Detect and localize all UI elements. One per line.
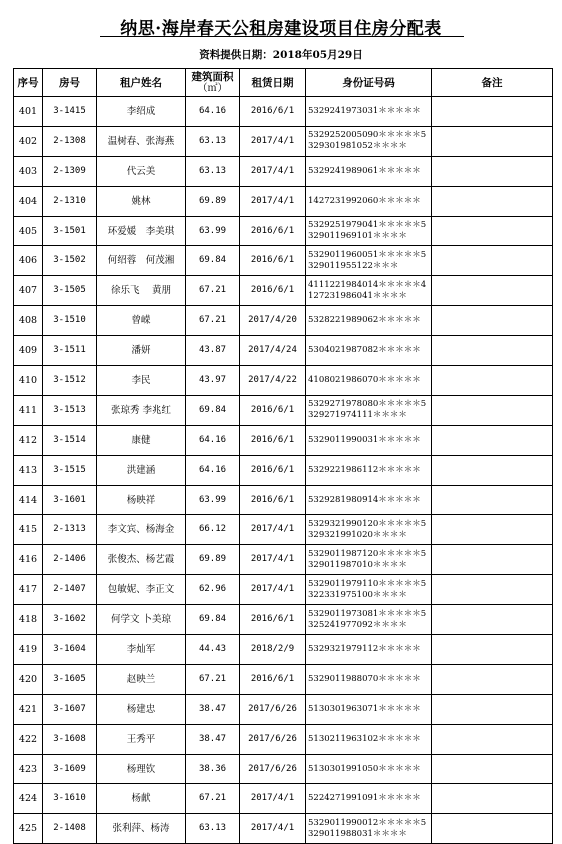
cell-note xyxy=(432,545,553,575)
cell-date: 2017/6/26 xyxy=(240,754,306,784)
cell-note xyxy=(432,575,553,605)
cell-room: 3-1602 xyxy=(43,605,97,635)
table-row xyxy=(14,515,553,545)
cell-note xyxy=(432,694,553,724)
cell-date: 2017/4/1 xyxy=(240,126,306,156)
table-row xyxy=(14,366,553,396)
cell-seq: 412 xyxy=(14,425,43,455)
cell-seq: 416 xyxy=(14,545,43,575)
cell-seq: 408 xyxy=(14,306,43,336)
cell-date: 2017/4/24 xyxy=(240,336,306,366)
header-area-unit: （㎡） xyxy=(197,82,228,94)
cell-note xyxy=(432,306,553,336)
cell-room: 3-1510 xyxy=(43,306,97,336)
cell-date: 2018/2/9 xyxy=(240,635,306,665)
table-row xyxy=(14,664,553,694)
cell-room: 2-1407 xyxy=(43,575,97,605)
cell-room: 3-1515 xyxy=(43,455,97,485)
cell-name: 何学文 卜美琼 xyxy=(97,605,186,635)
header-id: 身份证号码 xyxy=(306,69,432,97)
cell-id: 5329011973081＊＊＊＊＊5325241977092＊＊＊＊ xyxy=(306,605,432,635)
cell-area: 63.99 xyxy=(186,216,240,246)
header-seq: 序号 xyxy=(14,69,43,97)
table-header-row xyxy=(14,69,553,97)
cell-date: 2016/6/1 xyxy=(240,216,306,246)
cell-seq: 419 xyxy=(14,635,43,665)
cell-seq: 424 xyxy=(14,784,43,814)
cell-note xyxy=(432,814,553,844)
cell-date: 2017/4/1 xyxy=(240,186,306,216)
cell-note xyxy=(432,485,553,515)
header-area-label: 建筑面积 xyxy=(191,70,234,83)
cell-name: 李灿军 xyxy=(97,635,186,665)
cell-seq: 414 xyxy=(14,485,43,515)
cell-name: 李绍成 xyxy=(97,97,186,127)
cell-seq: 411 xyxy=(14,395,43,425)
cell-date: 2017/4/1 xyxy=(240,545,306,575)
cell-id: 5328221989062＊＊＊＊＊ xyxy=(306,306,432,336)
cell-date: 2017/4/20 xyxy=(240,306,306,336)
cell-name: 杨理钦 xyxy=(97,754,186,784)
cell-note xyxy=(432,784,553,814)
cell-area: 63.13 xyxy=(186,814,240,844)
cell-area: 67.21 xyxy=(186,276,240,306)
header-name: 租户姓名 xyxy=(97,69,186,97)
cell-name: 洪建涵 xyxy=(97,455,186,485)
cell-seq: 422 xyxy=(14,724,43,754)
cell-seq: 402 xyxy=(14,126,43,156)
cell-id: 5224271991091＊＊＊＊＊ xyxy=(306,784,432,814)
table-row xyxy=(14,156,553,186)
cell-date: 2016/6/1 xyxy=(240,246,306,276)
cell-name: 张利萍、杨涛 xyxy=(97,814,186,844)
cell-area: 38.47 xyxy=(186,724,240,754)
cell-area: 44.43 xyxy=(186,635,240,665)
cell-date: 2017/4/1 xyxy=(240,784,306,814)
cell-name: 杨建忠 xyxy=(97,694,186,724)
cell-room: 3-1601 xyxy=(43,485,97,515)
cell-id: 5329251979041＊＊＊＊＊5329011969101＊＊＊＊ xyxy=(306,216,432,246)
cell-date: 2016/6/1 xyxy=(240,455,306,485)
cell-note xyxy=(432,216,553,246)
cell-date: 2016/6/1 xyxy=(240,97,306,127)
cell-seq: 421 xyxy=(14,694,43,724)
cell-room: 3-1505 xyxy=(43,276,97,306)
table-row xyxy=(14,605,553,635)
cell-date: 2017/4/1 xyxy=(240,814,306,844)
cell-note xyxy=(432,156,553,186)
header-room: 房号 xyxy=(43,69,97,97)
cell-room: 3-1607 xyxy=(43,694,97,724)
cell-date: 2016/6/1 xyxy=(240,664,306,694)
cell-room: 3-1512 xyxy=(43,366,97,396)
cell-room: 3-1502 xyxy=(43,246,97,276)
cell-room: 3-1608 xyxy=(43,724,97,754)
header-note: 备注 xyxy=(432,69,553,97)
cell-area: 67.21 xyxy=(186,306,240,336)
table-row xyxy=(14,754,553,784)
cell-room: 3-1604 xyxy=(43,635,97,665)
cell-note xyxy=(432,246,553,276)
cell-id: 5130211963102＊＊＊＊＊ xyxy=(306,724,432,754)
cell-area: 66.12 xyxy=(186,515,240,545)
cell-room: 3-1514 xyxy=(43,425,97,455)
table-row xyxy=(14,724,553,754)
cell-note xyxy=(432,664,553,694)
cell-seq: 420 xyxy=(14,664,43,694)
cell-seq: 407 xyxy=(14,276,43,306)
table-row xyxy=(14,784,553,814)
cell-name: 杨献 xyxy=(97,784,186,814)
cell-room: 2-1309 xyxy=(43,156,97,186)
title-underline xyxy=(100,36,464,37)
cell-id: 5329011987120＊＊＊＊＊5329011987010＊＊＊＊ xyxy=(306,545,432,575)
cell-id: 4111221984014＊＊＊＊＊4127231986041＊＊＊＊ xyxy=(306,276,432,306)
cell-area: 43.97 xyxy=(186,366,240,396)
table-row xyxy=(14,336,553,366)
table-row xyxy=(14,216,553,246)
cell-room: 3-1610 xyxy=(43,784,97,814)
cell-area: 69.84 xyxy=(186,395,240,425)
table-row xyxy=(14,395,553,425)
cell-id: 5329241973031＊＊＊＊＊ xyxy=(306,97,432,127)
cell-area: 62.96 xyxy=(186,575,240,605)
cell-note xyxy=(432,276,553,306)
cell-name: 包敏妮、李正文 xyxy=(97,575,186,605)
cell-date: 2016/6/1 xyxy=(240,485,306,515)
cell-date: 2016/6/1 xyxy=(240,276,306,306)
cell-note xyxy=(432,515,553,545)
cell-note xyxy=(432,455,553,485)
header-area xyxy=(186,69,240,97)
cell-seq: 403 xyxy=(14,156,43,186)
cell-note xyxy=(432,754,553,784)
cell-note xyxy=(432,336,553,366)
cell-seq: 417 xyxy=(14,575,43,605)
cell-room: 2-1406 xyxy=(43,545,97,575)
cell-area: 63.99 xyxy=(186,485,240,515)
cell-note xyxy=(432,425,553,455)
cell-id: 5304021987082＊＊＊＊＊ xyxy=(306,336,432,366)
cell-date: 2017/6/26 xyxy=(240,724,306,754)
cell-room: 3-1415 xyxy=(43,97,97,127)
cell-seq: 425 xyxy=(14,814,43,844)
cell-seq: 409 xyxy=(14,336,43,366)
cell-id: 5329252005090＊＊＊＊＊5329301981052＊＊＊＊ xyxy=(306,126,432,156)
cell-area: 69.89 xyxy=(186,186,240,216)
cell-area: 38.47 xyxy=(186,694,240,724)
cell-area: 67.21 xyxy=(186,784,240,814)
table-row xyxy=(14,455,553,485)
cell-area: 64.16 xyxy=(186,425,240,455)
document-title: 纳思·海岸春天公租房建设项目住房分配表 xyxy=(120,19,442,39)
cell-id: 5130301991050＊＊＊＊＊ xyxy=(306,754,432,784)
cell-area: 63.13 xyxy=(186,156,240,186)
cell-name: 李文宾、杨海金 xyxy=(97,515,186,545)
cell-seq: 413 xyxy=(14,455,43,485)
cell-id: 5329241989061＊＊＊＊＊ xyxy=(306,156,432,186)
data-date-line: 资料提供日期：2018年05月29日 xyxy=(199,49,363,61)
table-row xyxy=(14,635,553,665)
cell-room: 3-1605 xyxy=(43,664,97,694)
cell-name: 何绍蓉 何茂湘 xyxy=(97,246,186,276)
table-row xyxy=(14,306,553,336)
cell-area: 69.84 xyxy=(186,246,240,276)
cell-area: 38.36 xyxy=(186,754,240,784)
cell-date: 2017/4/1 xyxy=(240,156,306,186)
cell-name: 赵映兰 xyxy=(97,664,186,694)
cell-area: 64.16 xyxy=(186,455,240,485)
table-row xyxy=(14,186,553,216)
cell-id: 4108021986070＊＊＊＊＊ xyxy=(306,366,432,396)
cell-name: 李民 xyxy=(97,366,186,396)
cell-name: 曾嵘 xyxy=(97,306,186,336)
cell-id: 5329271978080＊＊＊＊＊5329271974111＊＊＊＊ xyxy=(306,395,432,425)
cell-id: 5329321990120＊＊＊＊＊5329321991020＊＊＊＊ xyxy=(306,515,432,545)
cell-id: 5329321979112＊＊＊＊＊ xyxy=(306,635,432,665)
cell-room: 3-1501 xyxy=(43,216,97,246)
cell-name: 徐乐飞 黄朋 xyxy=(97,276,186,306)
cell-id: 5329221986112＊＊＊＊＊ xyxy=(306,455,432,485)
cell-date: 2016/6/1 xyxy=(240,605,306,635)
cell-area: 63.13 xyxy=(186,126,240,156)
cell-id: 5329011990031＊＊＊＊＊ xyxy=(306,425,432,455)
cell-name: 张俊杰、杨艺霞 xyxy=(97,545,186,575)
cell-id: 5130301963071＊＊＊＊＊ xyxy=(306,694,432,724)
cell-room: 2-1313 xyxy=(43,515,97,545)
cell-note xyxy=(432,97,553,127)
cell-date: 2016/6/1 xyxy=(240,425,306,455)
table-row xyxy=(14,425,553,455)
cell-name: 潘妍 xyxy=(97,336,186,366)
cell-room: 2-1310 xyxy=(43,186,97,216)
cell-name: 环爱媛 李美琪 xyxy=(97,216,186,246)
table-row xyxy=(14,694,553,724)
table-row xyxy=(14,246,553,276)
cell-note xyxy=(432,724,553,754)
cell-id: 5329011979110＊＊＊＊＊5322331975100＊＊＊＊ xyxy=(306,575,432,605)
cell-note xyxy=(432,605,553,635)
cell-area: 43.87 xyxy=(186,336,240,366)
cell-name: 温树春、张海燕 xyxy=(97,126,186,156)
cell-room: 2-1408 xyxy=(43,814,97,844)
cell-area: 69.84 xyxy=(186,605,240,635)
cell-note xyxy=(432,126,553,156)
cell-seq: 423 xyxy=(14,754,43,784)
cell-date: 2017/6/26 xyxy=(240,694,306,724)
cell-id: 1427231992060＊＊＊＊＊ xyxy=(306,186,432,216)
cell-room: 3-1609 xyxy=(43,754,97,784)
cell-name: 代云美 xyxy=(97,156,186,186)
table-row xyxy=(14,485,553,515)
cell-date: 2016/6/1 xyxy=(240,395,306,425)
allocation-table xyxy=(13,68,553,844)
cell-name: 张琼秀 李兆红 xyxy=(97,395,186,425)
cell-id: 5329281980914＊＊＊＊＊ xyxy=(306,485,432,515)
cell-date: 2017/4/1 xyxy=(240,515,306,545)
cell-name: 康健 xyxy=(97,425,186,455)
cell-note xyxy=(432,186,553,216)
cell-seq: 406 xyxy=(14,246,43,276)
table-row xyxy=(14,575,553,605)
cell-area: 69.89 xyxy=(186,545,240,575)
header-date: 租赁日期 xyxy=(240,69,306,97)
cell-seq: 418 xyxy=(14,605,43,635)
cell-seq: 410 xyxy=(14,366,43,396)
cell-seq: 401 xyxy=(14,97,43,127)
cell-note xyxy=(432,395,553,425)
cell-area: 64.16 xyxy=(186,97,240,127)
cell-id: 5329011990012＊＊＊＊＊5329011988031＊＊＊＊ xyxy=(306,814,432,844)
cell-note xyxy=(432,366,553,396)
cell-note xyxy=(432,635,553,665)
cell-name: 王秀平 xyxy=(97,724,186,754)
cell-name: 杨映祥 xyxy=(97,485,186,515)
cell-seq: 415 xyxy=(14,515,43,545)
table-body xyxy=(14,97,553,844)
cell-seq: 404 xyxy=(14,186,43,216)
cell-id: 5329011988070＊＊＊＊＊ xyxy=(306,664,432,694)
cell-id: 5329011960051＊＊＊＊＊5329011955122＊＊＊ xyxy=(306,246,432,276)
cell-room: 3-1513 xyxy=(43,395,97,425)
cell-date: 2017/4/1 xyxy=(240,575,306,605)
cell-date: 2017/4/22 xyxy=(240,366,306,396)
table-row xyxy=(14,814,553,844)
cell-room: 3-1511 xyxy=(43,336,97,366)
table-row xyxy=(14,276,553,306)
cell-seq: 405 xyxy=(14,216,43,246)
cell-name: 姚林 xyxy=(97,186,186,216)
table-row xyxy=(14,126,553,156)
cell-room: 2-1308 xyxy=(43,126,97,156)
table-row xyxy=(14,97,553,127)
table-row xyxy=(14,545,553,575)
cell-area: 67.21 xyxy=(186,664,240,694)
